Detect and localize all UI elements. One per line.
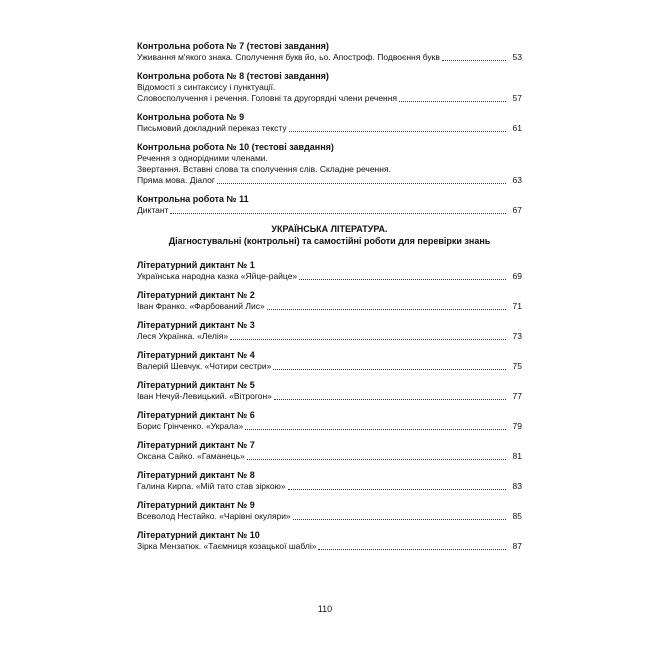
toc-entry-title: Літературний диктант № 5 — [137, 380, 255, 390]
toc-page-number: 63 — [512, 175, 522, 185]
toc-entry-title: Літературний диктант № 4 — [137, 350, 255, 360]
toc-entry — [137, 193, 522, 216]
toc-entry-text: Іван Нечуй-Левицький. «Вітрогон» — [137, 391, 272, 401]
dot-leader — [289, 131, 506, 132]
toc-entry-text: Письмовий докладний переказ тексту — [137, 123, 287, 133]
toc-page-number: 87 — [512, 541, 522, 551]
toc-entry — [137, 70, 522, 104]
toc-page-number: 53 — [512, 52, 522, 62]
toc-entry-title: Літературний диктант № 9 — [137, 500, 255, 510]
toc-entry — [137, 349, 522, 372]
toc-entry-line — [137, 52, 522, 63]
toc-entry-title: Літературний диктант № 7 — [137, 440, 255, 450]
toc-entry-text: Галина Кирпа. «Мій тато став зіркою» — [137, 481, 286, 491]
toc-entry-title: Літературний диктант № 3 — [137, 320, 255, 330]
toc-entry-text: Відомості з синтаксису і пунктуації. — [137, 82, 276, 92]
toc-page-number: 71 — [512, 301, 522, 311]
toc-entry — [137, 409, 522, 432]
toc-entry-title: Контрольна робота № 10 (тестові завдання) — [137, 142, 334, 152]
toc-entry-text: Леся Українка. «Лелія» — [137, 331, 229, 341]
toc-entry — [137, 289, 522, 312]
toc-entry-title: Літературний диктант № 10 — [137, 530, 260, 540]
toc-entry-text: Пряма мова. Діалог — [137, 175, 215, 185]
toc-page-number: 79 — [512, 421, 522, 431]
toc-entry-line — [137, 361, 522, 372]
toc-entry-line — [137, 451, 522, 462]
toc-entry — [137, 529, 522, 552]
toc-entry-title: Контрольна робота № 8 (тестові завдання) — [137, 71, 329, 81]
toc-entry-text: Уживання м'якого знака. Сполучення букв йо, ьо. Апостроф. Подвоєння букв — [137, 52, 440, 62]
dot-leader — [217, 183, 506, 184]
dot-leader — [170, 213, 506, 214]
toc-entry — [137, 40, 522, 63]
toc-entry-line — [137, 205, 522, 216]
toc-entry-line — [137, 123, 522, 134]
toc-entry-text: Речення з однорідними членами. — [137, 153, 268, 163]
toc-entry-title: Контрольна робота № 11 — [137, 194, 249, 204]
toc-entry-title: Контрольна робота № 7 (тестові завдання) — [137, 41, 329, 51]
toc-entry-line — [137, 481, 522, 492]
toc-entry — [137, 259, 522, 282]
toc-entry-line — [137, 331, 522, 342]
dot-leader — [293, 519, 506, 520]
dot-leader — [273, 369, 506, 370]
toc-entry-title: Літературний диктант № 2 — [137, 290, 255, 300]
toc-entry-line — [137, 301, 522, 312]
toc-entry — [137, 379, 522, 402]
toc-entry-line — [137, 391, 522, 402]
toc-entry-text: Всеволод Нестайко. «Чарівні окуляри» — [137, 511, 291, 521]
toc-entry-text: Оксана Сайко. «Гаманець» — [137, 451, 245, 461]
toc-page-number: 81 — [512, 451, 522, 461]
toc-entry-line — [137, 541, 522, 552]
toc-part-language — [137, 40, 522, 216]
dot-leader — [230, 339, 506, 340]
dot-leader — [288, 489, 506, 490]
toc-page-number: 57 — [512, 93, 522, 103]
toc-entry-text: Валерій Шевчук. «Чотири сестри» — [137, 361, 272, 371]
dot-leader — [245, 429, 506, 430]
toc-entry-text: Словосполучення і речення. Головні та другорядні члени речення — [137, 93, 398, 103]
toc-entry-title: Літературний диктант № 6 — [137, 410, 255, 420]
toc-page-number: 77 — [512, 391, 522, 401]
toc-entry-text: Звертання. Вставні слова та сполучення слів. Складне речення. — [137, 164, 391, 174]
toc-entry-text: Зірка Мензатюк. «Таємниця козацької шаблі» — [137, 541, 317, 551]
toc-entry-line — [137, 511, 522, 522]
toc-entry-line — [137, 93, 522, 104]
toc-page-number: 75 — [512, 361, 522, 371]
toc-entry-text: Диктант — [137, 205, 169, 215]
toc-entry-text: Борис Грінченко. «Украла» — [137, 421, 244, 431]
dot-leader — [442, 60, 506, 61]
toc-part-literature — [137, 259, 522, 552]
toc-page-number: 61 — [512, 123, 522, 133]
dot-leader — [274, 399, 506, 400]
dot-leader — [299, 279, 506, 280]
toc-page-number: 67 — [512, 205, 522, 215]
toc-entry-title: Контрольна робота № 9 — [137, 112, 245, 122]
toc-entry — [137, 469, 522, 492]
table-of-contents — [137, 40, 522, 559]
section-heading — [137, 223, 522, 247]
toc-entry — [137, 439, 522, 462]
toc-entry-line — [137, 421, 522, 432]
toc-entry — [137, 141, 522, 186]
toc-page-number: 85 — [512, 511, 522, 521]
dot-leader — [247, 459, 506, 460]
toc-page-number: 83 — [512, 481, 522, 491]
toc-entry-text: Іван Франко. «Фарбований Лис» — [137, 301, 265, 311]
toc-entry-title: Літературний диктант № 1 — [137, 260, 255, 270]
dot-leader — [267, 309, 506, 310]
toc-entry-line — [137, 175, 522, 186]
page-number: 110 — [317, 604, 333, 614]
dot-leader — [318, 549, 506, 550]
toc-entry — [137, 319, 522, 342]
toc-entry — [137, 111, 522, 134]
section-subtitle: Діагностувальні (контрольні) та самостійні роботи для перевірки знань — [168, 236, 491, 246]
dot-leader — [399, 101, 506, 102]
toc-page-number: 73 — [512, 331, 522, 341]
toc-entry-line — [137, 271, 522, 282]
section-title: УКРАЇНСЬКА ЛІТЕРАТУРА. — [271, 224, 388, 234]
toc-entry — [137, 499, 522, 522]
toc-entry-text: Українська народна казка «Яйце-райце» — [137, 271, 298, 281]
toc-page-number: 69 — [512, 271, 522, 281]
toc-entry-title: Літературний диктант № 8 — [137, 470, 255, 480]
